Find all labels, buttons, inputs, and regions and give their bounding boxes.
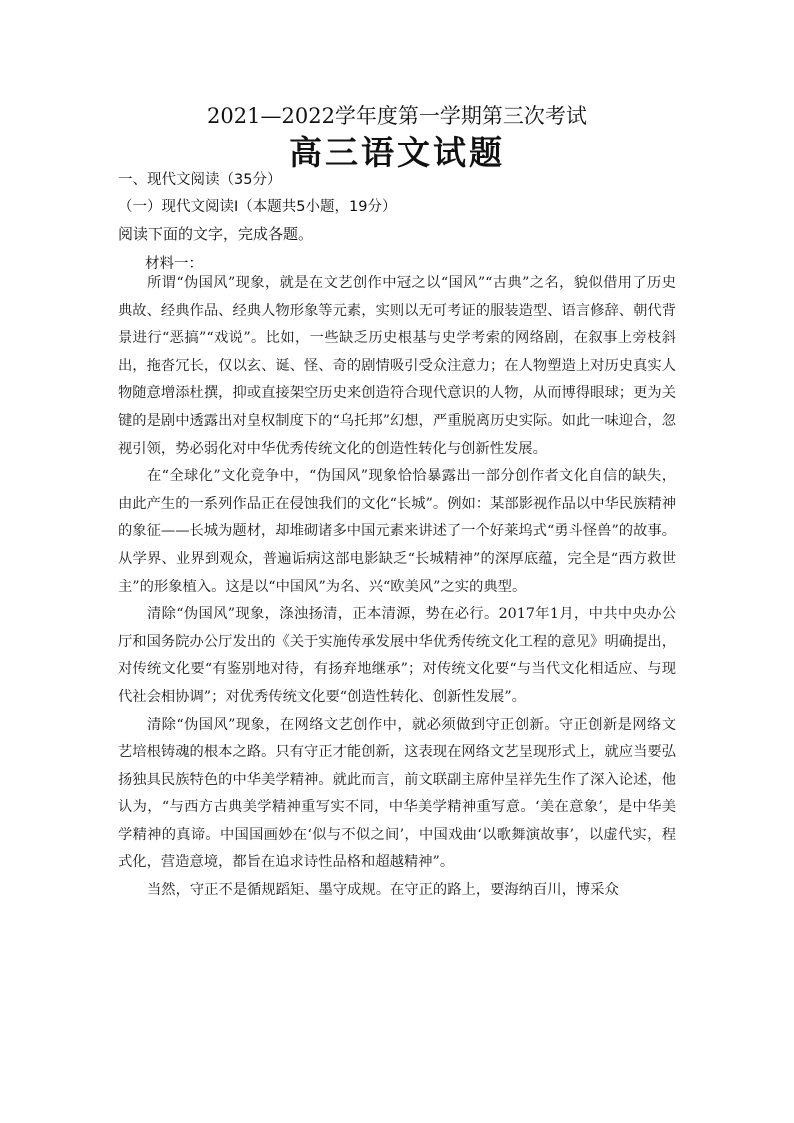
paragraph: 所谓“伪国风”现象，就是在文艺创作中冠之以“国风”“古典”之名，貌似借用了历史典故、经典作品、经典人物形象等元素，实则以无可考证的服装造型、语言修辞、朝代背景进行“恶搞”“戏说”。比如，一些缺乏历史根基与史学考索的网络剧，在叙事上旁枝斜出，拖沓冗长，仅以玄、诞、怪、奇的剧情吸引受众注意力；在人物塑造上对历史真实人物随意增添杜撰，抑或直接架空历史来创造符合现代意识的人物，从而博得眼球；更为关键的是剧中透露出对皇权制度下的“乌托邦”幻想，严重脱离历史实际。如此一味迎合，忽视引领，势必弱化对中华优秀传统文化的创造性转化与创新性发展。	[118, 275, 676, 457]
sub-section-heading: （一）现代文阅读Ⅰ（本题共5小题，19分）	[118, 199, 397, 215]
paragraph: 当然，守正不是循规蹈矩、墨守成规。在守正的路上，要海纳百川，博采众	[147, 882, 619, 899]
material-label: 材料一：	[145, 256, 203, 272]
exam-title: 2021—2022学年度第一学期第三次考试	[207, 104, 587, 128]
paragraph: 在“全球化”文化竞争中，“伪国风”现象恰恰暴露出一部分创作者文化自信的缺失，由此产生的一系列作品正在侵蚀我们的文化“长城”。例如：某部影视作品以中华民族精神的象征——长城为题材，却堆砌诸多中国元素来讲述了一个好莱坞式“勇斗怪兽”的故事。从学界、业界到观众，普遍诟病这部电影缺乏“长城精神”的深厚底蕴，完全是“西方救世主”的形象植入。这是以“中国风”为名、兴“欧美风”之实的典型。	[118, 468, 676, 595]
paragraph: 清除“伪国风”现象，在网络文艺创作中，就必须做到守正创新。守正创新是网络文艺培根铸魂的根本之路。只有守正才能创新，这表现在网络文艺呈现形式上，就应当要弘扬独具民族特色的中华美学精神。就此而言，前文联副主席仲呈祥先生作了深入论述，他认为，“与西方古典美学精神重写实不同，中华美学精神重写意。‘美在意象’，是中华美学精神的真谛。中国国画妙在‘似与不似之间’，中国戏曲‘以歌舞演故事’，以虚代实，程式化，营造意境，都旨在追求诗性品格和超越精神”。	[118, 716, 676, 871]
part-heading: 一、现代文阅读（35分）	[118, 172, 282, 188]
paragraph: 清除“伪国风”现象，涤浊扬清，正本清源，势在必行。2017年1月，中共中央办公厅和国务院办公厅发出的《关于实施传承发展中华优秀传统文化工程的意见》明确提出，对传统文化要“有鉴别地对待，有扬弃地继承”；对传统文化要“与当代文化相适应、与现代社会相协调”；对优秀传统文化要“创造性转化、创新性发展”。	[118, 606, 676, 705]
subject-title: 高三语文试题	[289, 133, 505, 172]
article-body	[118, 270, 676, 905]
instruction-text: 阅读下面的文字，完成各题。	[118, 225, 314, 243]
